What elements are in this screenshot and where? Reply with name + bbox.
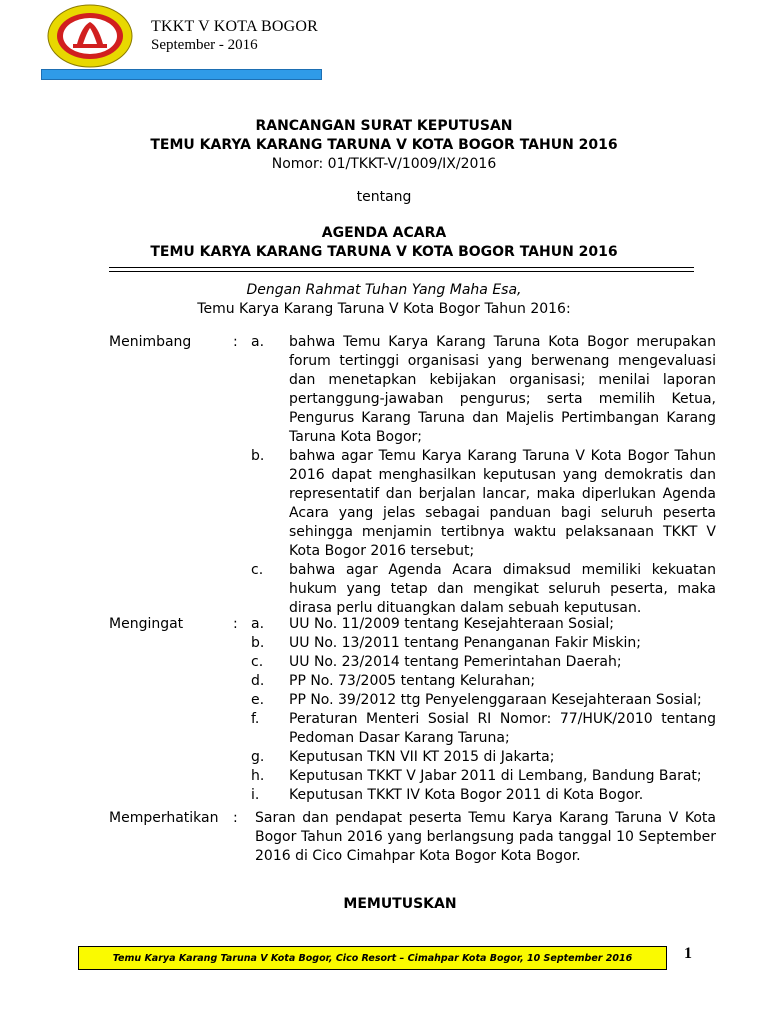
item-letter: d. — [251, 673, 265, 689]
issuer-line: Temu Karya Karang Taruna V Kota Bogor Tahun 2016: — [197, 301, 571, 317]
list-item — [109, 634, 719, 653]
page-number: 1 — [684, 945, 692, 962]
footer-text: Temu Karya Karang Taruna V Kota Bogor, Cico Resort – Cimahpar Kota Bogor, 10 September 2016 — [112, 952, 633, 964]
item-text: bahwa agar Agenda Acara dimaksud memiliki kekuatan hukum yang tetap dan mengikat seluruh peserta, maka dirasa perlu dituangkan dalam sebuah keputusan. — [289, 562, 716, 616]
item-text: PP No. 73/2005 tentang Kelurahan; — [289, 673, 536, 689]
subject-title-event: TEMU KARYA KARANG TARUNA V KOTA BOGOR TAHUN 2016 — [150, 244, 618, 260]
document-title: RANCANGAN SURAT KEPUTUSAN — [255, 118, 513, 134]
document-title-event: TEMU KARYA KARANG TARUNA V KOTA BOGOR TAHUN 2016 — [150, 137, 618, 153]
organization-logo — [47, 4, 133, 68]
section-label: Mengingat — [109, 616, 184, 632]
item-letter: h. — [251, 768, 265, 784]
section-label: Memperhatikan — [109, 810, 219, 826]
section-memperhatikan — [109, 809, 719, 866]
double-divider — [109, 267, 694, 272]
item-letter: e. — [251, 692, 265, 708]
item-text: UU No. 13/2011 tentang Penanganan Fakir Miskin; — [289, 635, 642, 651]
list-item — [109, 767, 719, 786]
section-label: Menimbang — [109, 334, 192, 350]
section-colon: : — [233, 334, 238, 350]
item-letter: c. — [251, 654, 264, 670]
item-text: bahwa Temu Karya Karang Taruna Kota Bogor merupakan forum tertinggi organisasi yang berwenang mengevaluasi dan menetapkan kebijakan organisasi; menilai laporan pertanggung-jawaban pengurus; serta memilih Ketua, Pengurus Karang Taruna dan Majelis Pertimbangan Karang Taruna Kota Bogor; — [289, 334, 716, 445]
list-item — [109, 672, 719, 691]
item-letter: g. — [251, 749, 265, 765]
about-label: tentang — [356, 189, 412, 205]
section-text: Saran dan pendapat peserta Temu Karya Karang Taruna V Kota Bogor Tahun 2016 yang berlangsung pada tanggal 10 September 2016 di Cico Cimahpar Kota Bogor Kota Bogor. — [255, 810, 716, 864]
item-letter: a. — [251, 616, 265, 632]
list-item — [109, 691, 719, 710]
item-letter: a. — [251, 334, 265, 350]
list-item — [109, 786, 719, 805]
section-mengingat — [109, 615, 719, 805]
header-accent-bar — [41, 69, 322, 80]
list-item — [109, 333, 719, 447]
section-colon: : — [233, 616, 238, 632]
item-letter: b. — [251, 635, 265, 651]
invocation: Dengan Rahmat Tuhan Yang Maha Esa, — [246, 282, 522, 298]
list-item — [109, 615, 719, 634]
list-item — [109, 748, 719, 767]
item-letter: b. — [251, 448, 265, 464]
organization-name: TKKT V KOTA BOGOR — [151, 18, 319, 35]
item-text: PP No. 39/2012 ttg Penyelenggaraan Kesejahteraan Sosial; — [289, 692, 702, 708]
list-item — [109, 561, 719, 618]
header-date: September - 2016 — [151, 37, 258, 53]
list-item — [109, 447, 719, 561]
list-item — [109, 710, 719, 748]
subject-title: AGENDA ACARA — [321, 225, 447, 241]
item-text: Peraturan Menteri Sosial RI Nomor: 77/HUK/2010 tentang Pedoman Dasar Karang Taruna; — [289, 711, 716, 746]
section-colon: : — [233, 810, 238, 826]
item-letter: c. — [251, 562, 264, 578]
list-item — [109, 653, 719, 672]
decision-heading: MEMUTUSKAN — [343, 896, 457, 912]
section-menimbang — [109, 333, 719, 618]
item-text: Keputusan TKKT IV Kota Bogor 2011 di Kota Bogor. — [289, 787, 644, 803]
item-text: bahwa agar Temu Karya Karang Taruna V Kota Bogor Tahun 2016 dapat menghasilkan keputusan yang demokratis dan representatif dan berjalan lancar, maka diperlukan Agenda Acara yang jelas sebagai panduan bagi seluruh peserta sehingga menjamin tertibnya waktu pelaksanaan TKKT V Kota Bogor 2016 tersebut; — [289, 448, 716, 559]
item-text: UU No. 11/2009 tentang Kesejahteraan Sosial; — [289, 616, 615, 632]
item-text: Keputusan TKN VII KT 2015 di Jakarta; — [289, 749, 555, 765]
footer-banner — [78, 946, 667, 970]
item-text: Keputusan TKKT V Jabar 2011 di Lembang, Bandung Barat; — [289, 768, 702, 784]
document-number: Nomor: 01/TKKT-V/1009/IX/2016 — [271, 156, 497, 172]
item-letter: f. — [251, 711, 260, 727]
item-letter: i. — [251, 787, 260, 803]
item-text: UU No. 23/2014 tentang Pemerintahan Daerah; — [289, 654, 622, 670]
